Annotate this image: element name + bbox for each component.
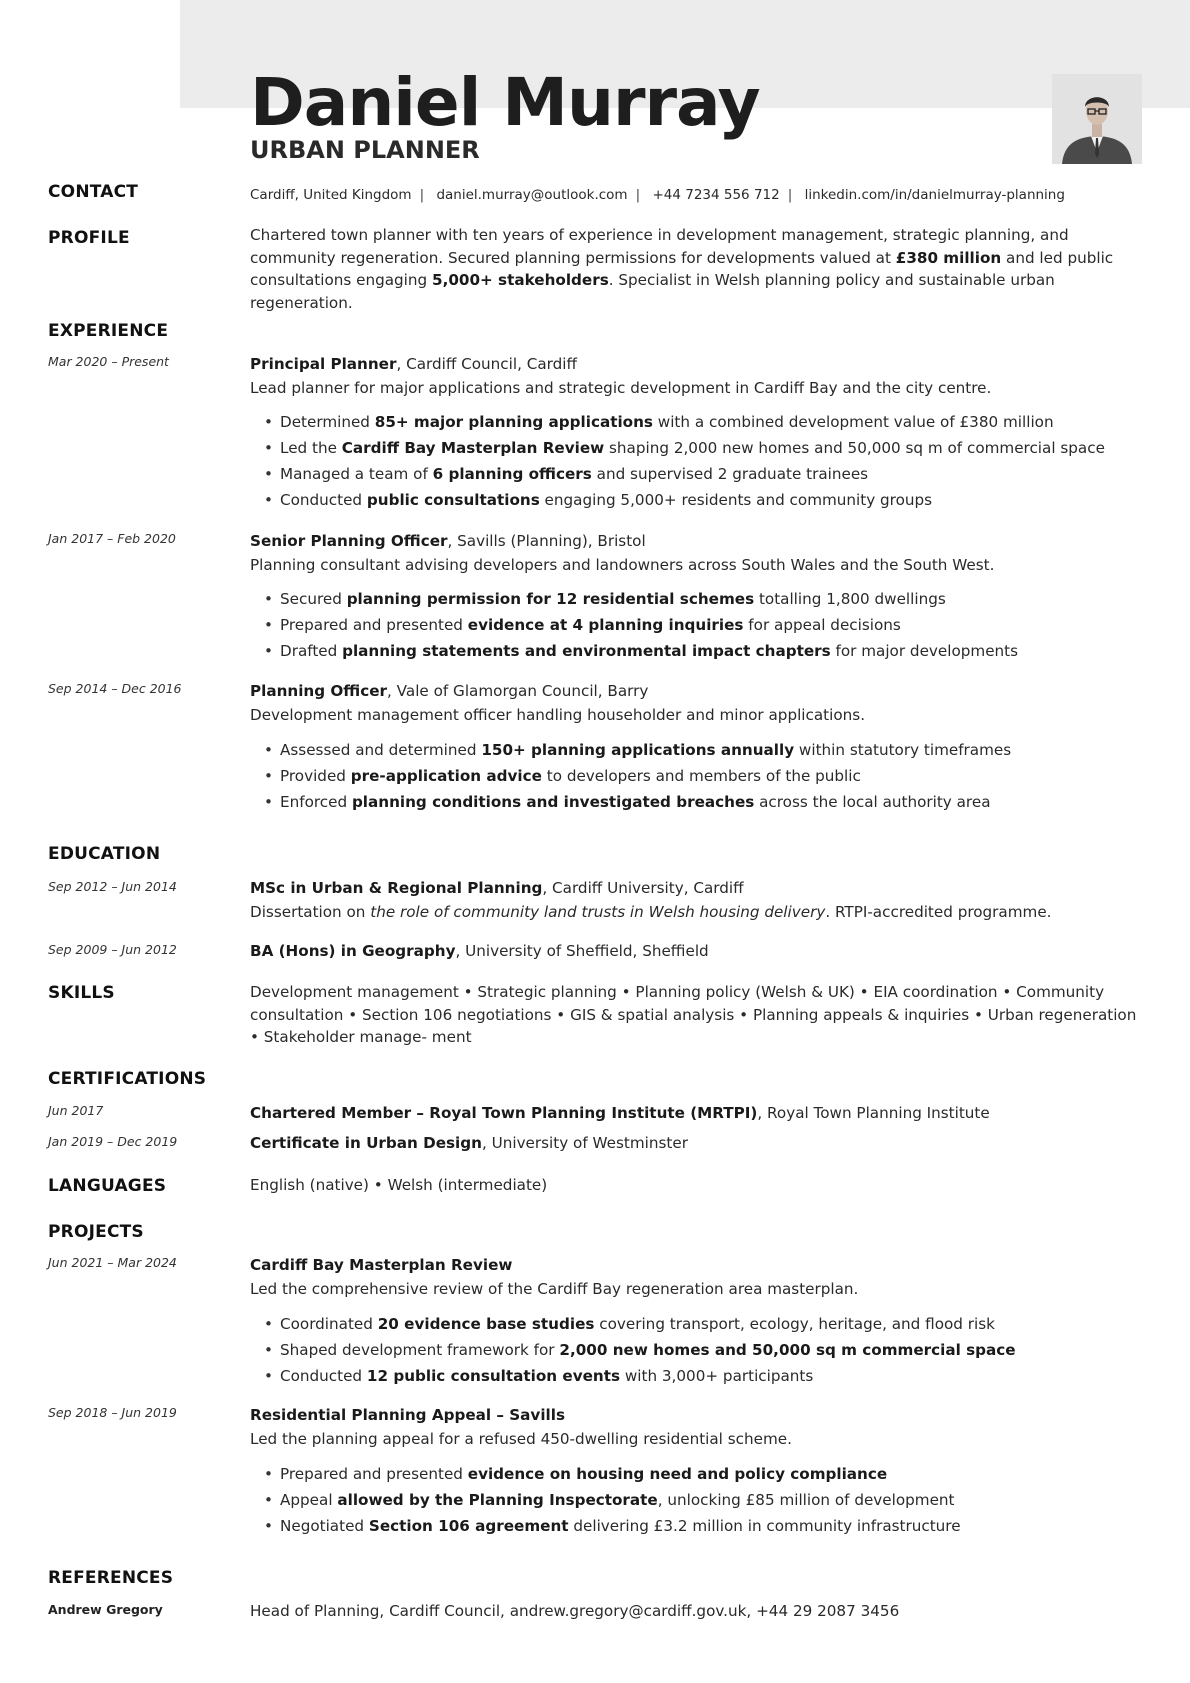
section-heading-references: REFERENCES (48, 1568, 174, 1588)
project-bullets (250, 1311, 1145, 1389)
list-item: • Prepared and presented evidence at 4 planning inquiries for appeal decisions (250, 612, 1145, 638)
section-heading-contact: CONTACT (48, 182, 139, 202)
list-item: • Led the Cardiff Bay Masterplan Review shaping 2,000 new homes and 50,000 sq m of commercial space (250, 435, 1145, 461)
list-item: • Coordinated 20 evidence base studies covering transport, ecology, heritage, and flood risk (250, 1311, 1145, 1337)
list-item: • Conducted public consultations engaging 5,000+ residents and community groups (250, 487, 1145, 513)
list-item: • Prepared and presented evidence on housing need and policy compliance (250, 1461, 1145, 1487)
list-item: • Shaped development framework for 2,000 new homes and 50,000 sq m commercial space (250, 1337, 1145, 1363)
education-note: Dissertation on the role of community land trusts in Welsh housing delivery. RTPI-accredited programme. (250, 903, 1052, 921)
list-item: • Drafted planning statements and environmental impact chapters for major developments (250, 638, 1145, 664)
experience-summary: Lead planner for major applications and strategic development in Cardiff Bay and the city centre. (250, 379, 992, 397)
project-summary: Led the planning appeal for a refused 450-dwelling residential scheme. (250, 1430, 792, 1448)
list-item: • Provided pre-application advice to developers and members of the public (250, 763, 1145, 789)
contact-linkedin[interactable]: linkedin.com/in/danielmurray-planning (804, 187, 1065, 203)
section-heading-certifications: CERTIFICATIONS (48, 1069, 207, 1089)
section-heading-languages: LANGUAGES (48, 1176, 167, 1196)
section-heading-projects: PROJECTS (48, 1222, 144, 1242)
experience-role-line: Senior Planning Officer, Savills (Planning), Bristol (250, 532, 646, 550)
project-title: Residential Planning Appeal – Savills (250, 1406, 565, 1424)
certification-line: Chartered Member – Royal Town Planning Institute (MRTPI), Royal Town Planning Institute (250, 1104, 990, 1122)
project-bullets (250, 1461, 1145, 1539)
contact-email[interactable]: daniel.murray@outlook.com (436, 187, 628, 203)
certification-dates: Jan 2019 – Dec 2019 (48, 1134, 178, 1149)
section-heading-education: EDUCATION (48, 844, 161, 864)
section-heading-experience: EXPERIENCE (48, 321, 169, 341)
experience-dates: Jan 2017 – Feb 2020 (48, 531, 176, 546)
list-item: • Appeal allowed by the Planning Inspectorate, unlocking £85 million of development (250, 1487, 1145, 1513)
list-item: • Conducted 12 public consultation events with 3,000+ participants (250, 1363, 1145, 1389)
experience-summary: Planning consultant advising developers and landowners across South Wales and the South West. (250, 556, 995, 574)
section-heading-skills: SKILLS (48, 983, 115, 1003)
list-item: • Secured planning permission for 12 residential schemes totalling 1,800 dwellings (250, 586, 1145, 612)
experience-bullets (250, 409, 1145, 513)
reference-details: Head of Planning, Cardiff Council, andrew.gregory@cardiff.gov.uk, +44 29 2087 3456 (250, 1602, 900, 1620)
experience-dates: Mar 2020 – Present (48, 354, 169, 369)
project-summary: Led the comprehensive review of the Cardiff Bay regeneration area masterplan. (250, 1280, 859, 1298)
project-dates: Sep 2018 – Jun 2019 (48, 1405, 177, 1420)
languages-list: English (native) • Welsh (intermediate) (250, 1176, 548, 1194)
certification-line: Certificate in Urban Design, University of Westminster (250, 1134, 688, 1152)
candidate-name: Daniel Murray (250, 64, 760, 141)
contact-phone[interactable]: +44 7234 556 712 (652, 187, 780, 203)
profile-summary: Chartered town planner with ten years of experience in development management, strategic planning, and community regeneration. Secured planning permissions for developments valued at £380 million and led public consultations engaging 5,000+ stakeholders. Specialist in Welsh planning policy and sustainable urban regeneration. (250, 226, 1114, 312)
section-heading-profile: PROFILE (48, 228, 130, 248)
contact-location: Cardiff, United Kingdom (250, 187, 412, 203)
list-item: • Enforced planning conditions and investigated breaches across the local authority area (250, 789, 1145, 815)
list-item: • Assessed and determined 150+ planning applications annually within statutory timeframes (250, 737, 1145, 763)
experience-bullets (250, 586, 1145, 664)
certification-dates: Jun 2017 (48, 1103, 104, 1118)
job-title: URBAN PLANNER (250, 136, 480, 164)
person-photo-icon (1052, 74, 1142, 164)
education-degree-line: BA (Hons) in Geography, University of Sheffield, Sheffield (250, 942, 709, 960)
skills-list: Development management • Strategic planning • Planning policy (Welsh & UK) • EIA coordination • Community consultation • Section 106 negotiations • GIS & spatial analysis • Planning appeals & inquiries • Urban regeneration • Stakeholder manage- ment (250, 983, 1137, 1046)
list-item: • Negotiated Section 106 agreement delivering £3.2 million in community infrastructure (250, 1513, 1145, 1539)
education-dates: Sep 2009 – Jun 2012 (48, 942, 177, 957)
contact-separator: | (787, 187, 793, 203)
list-item: • Determined 85+ major planning applications with a combined development value of £380 million (250, 409, 1145, 435)
experience-role-line: Principal Planner, Cardiff Council, Cardiff (250, 355, 577, 373)
project-dates: Jun 2021 – Mar 2024 (48, 1255, 177, 1270)
contact-line (250, 185, 1065, 205)
profile-photo (1052, 74, 1142, 164)
list-item: • Managed a team of 6 planning officers and supervised 2 graduate trainees (250, 461, 1145, 487)
experience-summary: Development management officer handling householder and minor applications. (250, 706, 866, 724)
education-degree-line: MSc in Urban & Regional Planning, Cardiff University, Cardiff (250, 879, 744, 897)
experience-dates: Sep 2014 – Dec 2016 (48, 681, 182, 696)
reference-name: Andrew Gregory (48, 1602, 163, 1617)
experience-role-line: Planning Officer, Vale of Glamorgan Council, Barry (250, 682, 649, 700)
contact-separator: | (635, 187, 641, 203)
contact-separator: | (419, 187, 425, 203)
experience-bullets (250, 737, 1145, 815)
project-title: Cardiff Bay Masterplan Review (250, 1256, 513, 1274)
education-dates: Sep 2012 – Jun 2014 (48, 879, 177, 894)
